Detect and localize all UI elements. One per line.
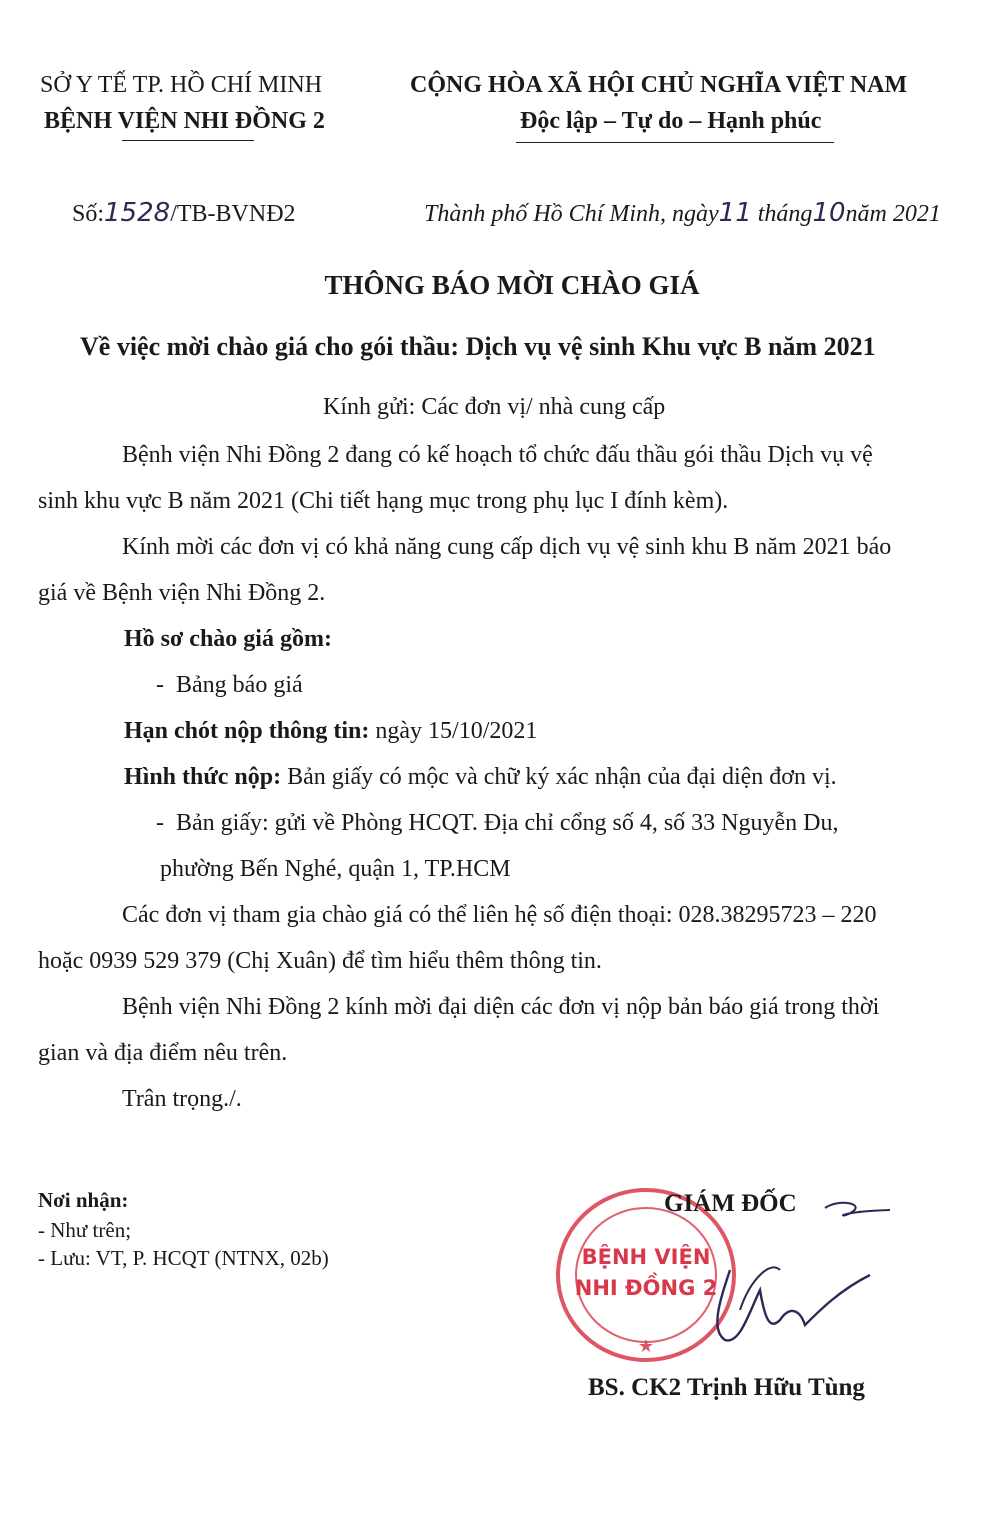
date-year: năm 2021 <box>845 201 941 227</box>
invite-line2: gian và địa điểm nêu trên. <box>38 1040 288 1066</box>
submit-line <box>124 754 837 800</box>
submit-item-line2: phường Bến Nghé, quận 1, TP.HCM <box>160 856 511 882</box>
p2-line1: Kính mời các đơn vị có khả năng cung cấp dịch vụ vệ sinh khu B năm 2021 báo <box>122 534 892 560</box>
date-place: Thành phố Hồ Chí Minh, ngày <box>424 201 719 227</box>
motto-underline <box>516 142 834 143</box>
document-title: THÔNG BÁO MỜI CHÀO GIÁ <box>324 270 700 300</box>
submit-label: Hình thức nộp: <box>124 764 282 790</box>
doc-number-handwritten: 1528 <box>104 198 171 228</box>
submit-value: Bản giấy có mộc và chữ ký xác nhận của đại diện đơn vị. <box>281 764 837 790</box>
deadline-label: Hạn chót nộp thông tin: <box>124 718 370 744</box>
agency-name: SỞ Y TẾ TP. HỒ CHÍ MINH <box>40 72 323 98</box>
hospital-name: BỆNH VIỆN NHI ĐỒNG 2 <box>44 108 325 134</box>
recipients-line2: - Lưu: VT, P. HCQT (NTNX, 02b) <box>38 1246 329 1270</box>
contact-line1: Các đơn vị tham gia chào giá có thể liên hệ số điện thoại: 028.38295723 – 220 <box>122 902 877 928</box>
date-day-handwritten: 11 <box>718 198 752 228</box>
submit-item-line1: - Bản giấy: gửi về Phòng HCQT. Địa chỉ cổng số 4, số 33 Nguyễn Du, <box>156 810 839 836</box>
document-subtitle: Về việc mời chào giá cho gói thầu: Dịch vụ vệ sinh Khu vực B năm 2021 <box>80 332 876 361</box>
recipients-heading: Nơi nhận: <box>38 1188 129 1212</box>
date-line <box>424 198 941 228</box>
contact-line2: hoặc 0939 529 379 (Chị Xuân) để tìm hiểu thêm thông tin. <box>38 948 602 974</box>
docs-item-text: Bảng báo giá <box>176 672 303 698</box>
deadline-line <box>124 708 537 754</box>
doc-number-prefix: Số: <box>72 201 105 227</box>
date-month-handwritten: 10 <box>812 198 846 228</box>
stamp-line2: NHI ĐỒNG 2 <box>574 1276 718 1300</box>
recipient-line: Kính gửi: Các đơn vị/ nhà cung cấp <box>323 394 666 420</box>
svg-text:★: ★ <box>637 1336 655 1357</box>
stamp-line1: BỆNH VIỆN <box>581 1245 711 1269</box>
recipients-line1: - Như trên; <box>38 1218 132 1242</box>
submit-item-text: Bản giấy: gửi về Phòng HCQT. Địa chỉ cổng số 4, số 33 Nguyễn Du, <box>176 810 839 836</box>
signer-name: BS. CK2 Trịnh Hữu Tùng <box>588 1374 865 1401</box>
invite-line1: Bệnh viện Nhi Đồng 2 kính mời đại diện các đơn vị nộp bản báo giá trong thời <box>122 994 880 1020</box>
p2-line2: giá về Bệnh viện Nhi Đồng 2. <box>38 580 326 606</box>
national-title: CỘNG HÒA XÃ HỘI CHỦ NGHĨA VIỆT NAM <box>410 72 908 98</box>
national-motto: Độc lập – Tự do – Hạnh phúc <box>520 108 822 134</box>
signature-title: GIÁM ĐỐC <box>664 1190 797 1217</box>
deadline-value: ngày 15/10/2021 <box>369 718 538 744</box>
date-month-word: tháng <box>757 201 813 227</box>
docs-item: - Bảng báo giá <box>156 672 303 698</box>
doc-number-suffix: /TB-BVNĐ2 <box>170 201 296 227</box>
doc-number <box>72 198 296 228</box>
hospital-underline <box>122 140 254 141</box>
closing-line: Trân trọng./. <box>122 1086 242 1112</box>
signature-mark <box>680 1190 900 1360</box>
p1-line1: Bệnh viện Nhi Đồng 2 đang có kế hoạch tổ chức đấu thầu gói thầu Dịch vụ vệ <box>122 442 873 468</box>
docs-heading: Hồ sơ chào giá gồm: <box>124 626 332 652</box>
p1-line2: sinh khu vực B năm 2021 (Chi tiết hạng mục trong phụ lục I đính kèm). <box>38 488 729 514</box>
